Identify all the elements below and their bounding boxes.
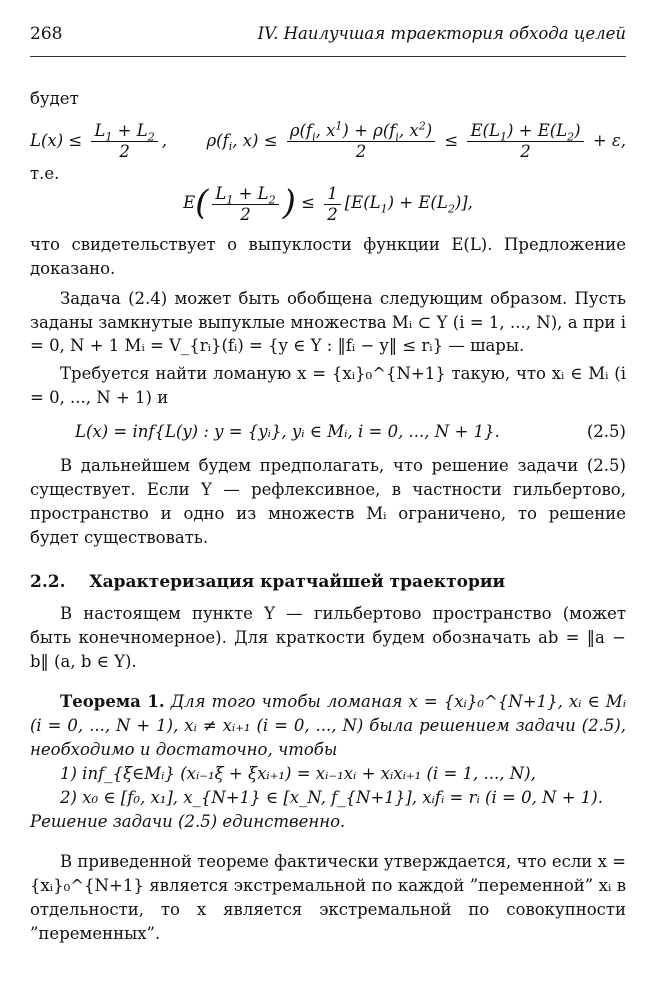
- equation-number: (2.5): [586, 422, 626, 442]
- equation-2-5: [30, 420, 626, 444]
- theorem-condition-1: 1) inf_{ξ∈Mᵢ} (xᵢ₋₁ξ + ξxᵢ₊₁) = xᵢ₋₁xᵢ + xᵢxᵢ₊₁ (i = 1, ..., N),: [60, 763, 536, 783]
- page: [30, 22, 626, 945]
- paragraph-requirement: Требуется найти ломаную x = {xᵢ}₀^{N+1} такую, что xᵢ ∈ Mᵢ (i = 0, ..., N + 1) и: [30, 364, 626, 408]
- paragraph-budet: будет: [30, 89, 79, 108]
- section-number: 2.2.: [30, 571, 66, 592]
- paragraph-conclusion: В приведенной теореме фактически утверждается, что если x = {xᵢ}₀^{N+1} является экстремальной по каждой ”переменной” xᵢ в отдельности, то x является экстремальной по совокупности ”переменных”.: [30, 851, 626, 943]
- running-title: IV. Наилучшая траектория обхода целей: [257, 24, 626, 43]
- theorem-1: [30, 690, 626, 762]
- paragraph-hilbert: В настоящем пункте Y — гильбертово пространство (может быть конечномерное). Для краткости будем обозначать ab = ‖a − b‖ (a, b ∈ Y).: [30, 604, 626, 672]
- theorem-text: Для того чтобы ломаная x = {xᵢ}₀^{N+1}, xᵢ ∈ Mᵢ (i = 0, ..., N + 1), xᵢ ≠ xᵢ₊₁ (i = 0, ..., N) была решением задачи (2.5), необходимо и достаточно, чтобы: [30, 692, 627, 760]
- paragraph-existence: В дальнейшем будем предполагать, что решение задачи (2.5) существует. Если Y — рефлексивное, в частности гильбертово, пространство и одно из множеств Mᵢ ограничено, то решение будет существовать.: [30, 456, 626, 547]
- te-label: т.е.: [30, 163, 60, 183]
- theorem-condition-2: 2) x₀ ∈ [f₀, x₁], x_{N+1} ∈ [x_N, f_{N+1}], xᵢfᵢ = rᵢ (i = 0, N + 1).: [60, 787, 603, 807]
- inequality-formula: L(x) ≤ $\frac{L_1 + L_2}{2}$ , $\rho(f_i$, x) ≤ $\frac{\rho(f_i, x^1) + \rho(f_i, x^2)}{2}$ ≤ $\frac{E(L_1) + E(L_2)}{2}$ + ε,: [30, 119, 626, 161]
- section-title: Характеризация кратчайшей траектории: [89, 571, 506, 592]
- theorem-title: Теорема 1.: [60, 692, 165, 712]
- page-header: [30, 22, 626, 57]
- convexity-formula: E( $\frac{L_1 + L_2}{2}$ ) ≤ $\frac{1}{2}$ $[E(L_1) + E(L_2)]$,: [183, 183, 473, 224]
- section-heading: [30, 570, 626, 595]
- equation-2-5-body: L(x) = inf{L(y) : y = {yᵢ}, yᵢ ∈ Mᵢ, i = 0, ..., N + 1}.: [75, 422, 500, 442]
- paragraph-convexity: что свидетельствует о выпуклости функции E(L). Предложение доказано.: [30, 234, 626, 278]
- page-number: 268: [30, 24, 63, 44]
- theorem-uniqueness: Решение задачи (2.5) единственно.: [30, 811, 346, 831]
- paragraph-generalization: Задача (2.4) может быть обобщена следующим образом. Пусть заданы замкнутые выпуклые множества Mᵢ ⊂ Y (i = 1, ..., N), а при i = 0, N + 1 Mᵢ = V_{rᵢ}(fᵢ) = {y ∈ Y : ‖fᵢ − y‖ ≤ rᵢ} — шары.: [30, 288, 626, 356]
